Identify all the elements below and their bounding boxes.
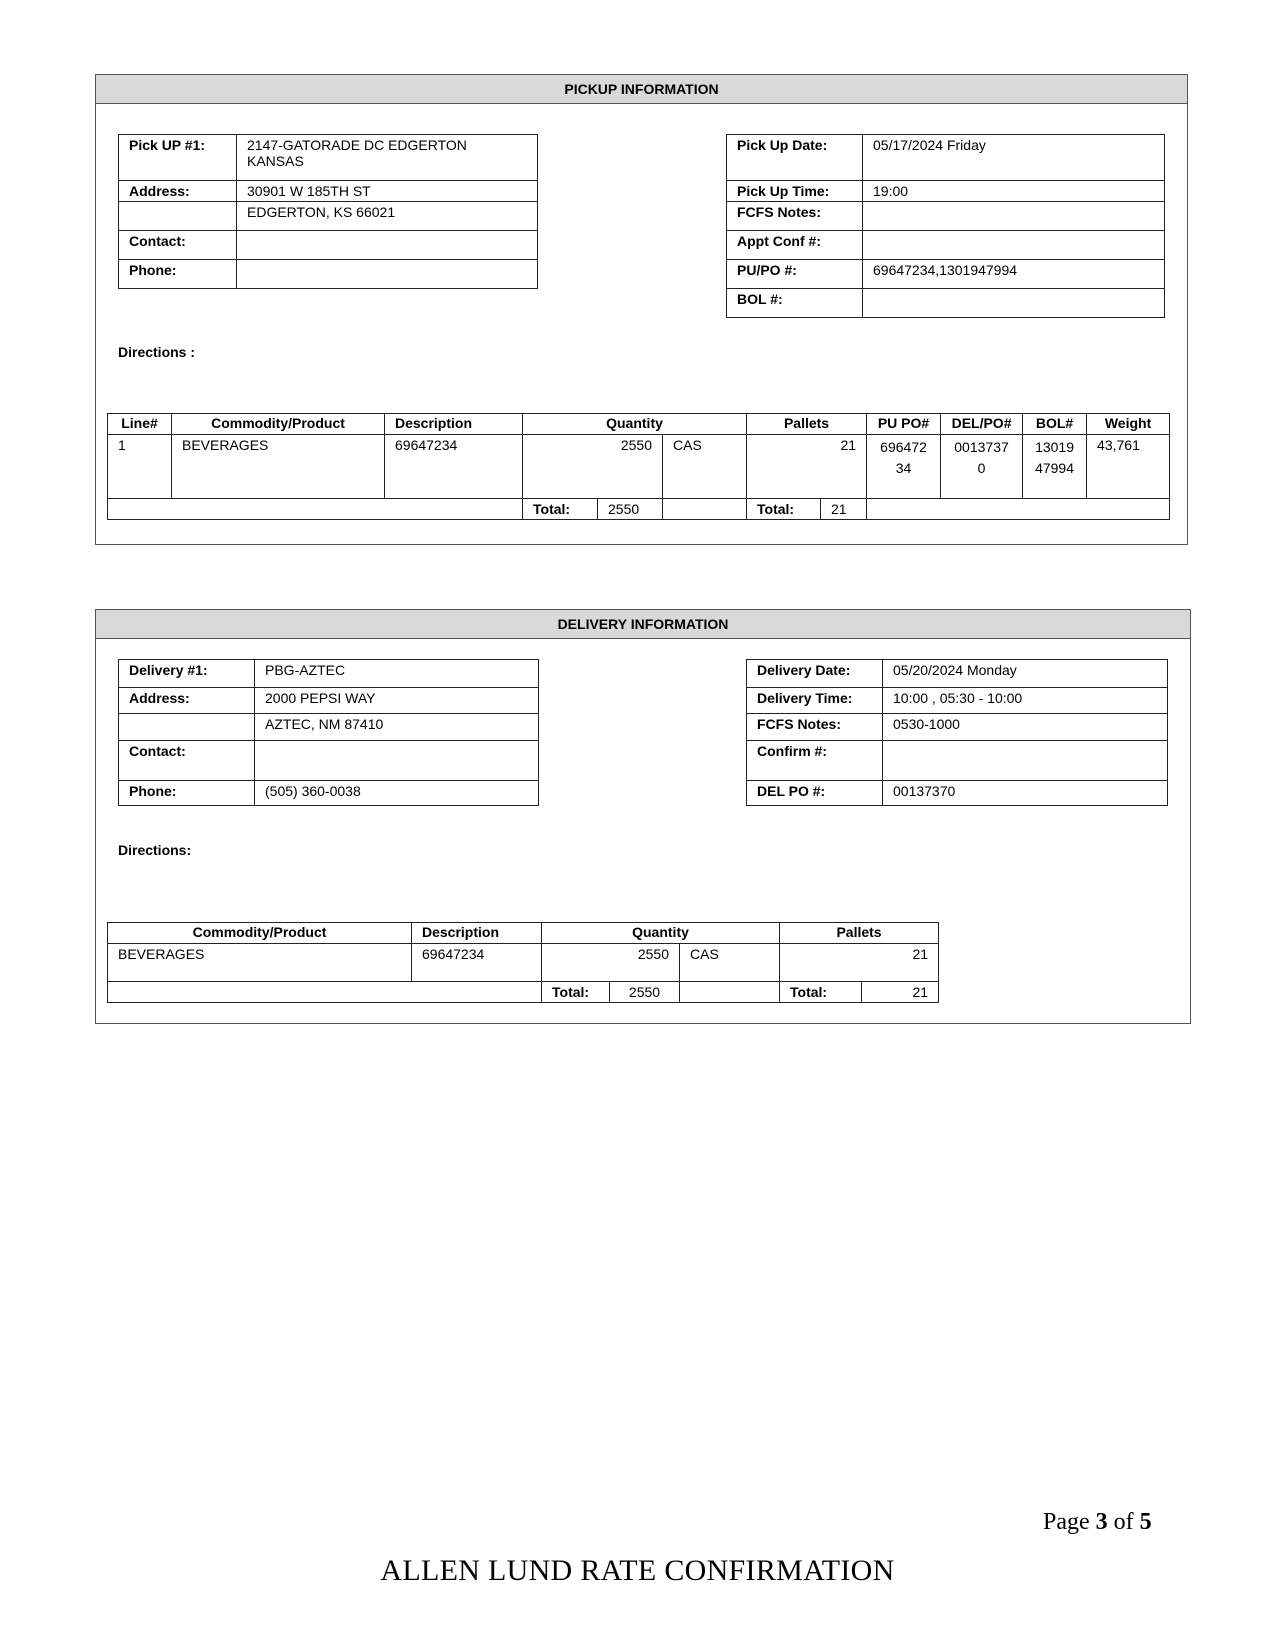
del-qty-total-value: 2550 bbox=[610, 982, 680, 1003]
col-header-pallets: Pallets bbox=[747, 414, 867, 435]
delivery-time-value: 10:00 , 05:30 - 10:00 bbox=[883, 688, 1168, 714]
pickup-fcfs-value bbox=[863, 202, 1165, 231]
page-number-total: 5 bbox=[1139, 1509, 1152, 1535]
delivery-schedule-table bbox=[746, 659, 1168, 806]
delivery-number-value: PBG-AZTEC bbox=[255, 660, 539, 688]
del-row-pallets: 21 bbox=[780, 944, 939, 982]
row-quantity: 2550 bbox=[523, 435, 663, 499]
delivery-phone-label: Phone: bbox=[119, 781, 255, 806]
del-col-header-pallets: Pallets bbox=[780, 923, 939, 944]
pickup-pupo-value: 69647234,1301947994 bbox=[863, 260, 1165, 289]
row-bol bbox=[1023, 435, 1087, 499]
delivery-number-label: Delivery #1: bbox=[119, 660, 255, 688]
pickup-pupo-label: PU/PO #: bbox=[727, 260, 863, 289]
del-qty-total-label: Total: bbox=[542, 982, 610, 1003]
delivery-phone-value: (505) 360-0038 bbox=[255, 781, 539, 806]
pickup-location-table bbox=[118, 134, 538, 289]
delivery-confirm-label: Confirm #: bbox=[747, 741, 883, 781]
page-number-of: of bbox=[1107, 1509, 1140, 1535]
table-row bbox=[108, 435, 1170, 499]
row-del-po bbox=[941, 435, 1023, 499]
delivery-address-line1: 2000 PEPSI WAY bbox=[255, 688, 539, 714]
pallets-total-value: 21 bbox=[821, 499, 867, 520]
qty-total-label: Total: bbox=[523, 499, 598, 520]
row-description: 69647234 bbox=[385, 435, 523, 499]
delivery-commodity-table bbox=[107, 922, 939, 1003]
col-header-del-po: DEL/PO# bbox=[941, 414, 1023, 435]
row-pu-po-line2: 34 bbox=[895, 460, 912, 476]
pickup-directions-label: Directions : bbox=[118, 344, 196, 360]
del-row-description: 69647234 bbox=[412, 944, 542, 982]
pickup-number-label: Pick UP #1: bbox=[119, 135, 237, 181]
totals-trailing-blank bbox=[867, 499, 1170, 520]
document-title: ALLEN LUND RATE CONFIRMATION bbox=[380, 1554, 895, 1587]
row-line: 1 bbox=[108, 435, 172, 499]
del-row-commodity: BEVERAGES bbox=[108, 944, 412, 982]
del-col-header-commodity: Commodity/Product bbox=[108, 923, 412, 944]
delivery-date-value: 05/20/2024 Monday bbox=[883, 660, 1168, 688]
pickup-contact-label: Contact: bbox=[119, 231, 237, 260]
delivery-contact-value bbox=[255, 741, 539, 781]
col-header-pu-po: PU PO# bbox=[867, 414, 941, 435]
row-bol-line1: 13019 bbox=[1035, 439, 1074, 455]
row-del-po-line1: 0013737 bbox=[954, 439, 1009, 455]
pickup-phone-label: Phone: bbox=[119, 260, 237, 289]
col-header-bol: BOL# bbox=[1023, 414, 1087, 435]
row-quantity-unit: CAS bbox=[663, 435, 747, 499]
col-header-line: Line# bbox=[108, 414, 172, 435]
pickup-date-label: Pick Up Date: bbox=[727, 135, 863, 181]
delivery-fcfs-label: FCFS Notes: bbox=[747, 714, 883, 741]
row-pallets: 21 bbox=[747, 435, 867, 499]
row-commodity: BEVERAGES bbox=[172, 435, 385, 499]
pickup-time-label: Pick Up Time: bbox=[727, 181, 863, 202]
page-number-prefix: Page bbox=[1043, 1509, 1096, 1535]
delivery-address-blank bbox=[119, 714, 255, 741]
col-header-weight: Weight bbox=[1087, 414, 1170, 435]
pallets-total-label: Total: bbox=[747, 499, 821, 520]
qty-total-blank bbox=[663, 499, 747, 520]
del-totals-blank bbox=[108, 982, 542, 1003]
pickup-fcfs-label: FCFS Notes: bbox=[727, 202, 863, 231]
table-row bbox=[108, 944, 939, 982]
pickup-contact-value bbox=[237, 231, 538, 260]
delivery-contact-label: Contact: bbox=[119, 741, 255, 781]
del-pallets-total-value: 21 bbox=[862, 982, 939, 1003]
row-del-po-line2: 0 bbox=[977, 460, 986, 476]
row-bol-line2: 47994 bbox=[1035, 460, 1074, 476]
totals-blank bbox=[108, 499, 523, 520]
pickup-address-blank bbox=[119, 202, 237, 231]
pickup-address-label: Address: bbox=[119, 181, 237, 202]
page-number bbox=[1043, 1509, 1152, 1536]
col-header-quantity: Quantity bbox=[523, 414, 747, 435]
pickup-date-value: 05/17/2024 Friday bbox=[863, 135, 1165, 181]
row-pu-po bbox=[867, 435, 941, 499]
del-row-quantity-unit: CAS bbox=[680, 944, 780, 982]
pickup-appt-value bbox=[863, 231, 1165, 260]
delivery-fcfs-value: 0530-1000 bbox=[883, 714, 1168, 741]
col-header-commodity: Commodity/Product bbox=[172, 414, 385, 435]
pickup-appt-label: Appt Conf #: bbox=[727, 231, 863, 260]
row-pu-po-line1: 696472 bbox=[880, 439, 927, 455]
delivery-confirm-value bbox=[883, 741, 1168, 781]
delivery-delpo-value: 00137370 bbox=[883, 781, 1168, 806]
row-weight: 43,761 bbox=[1087, 435, 1170, 499]
page-number-current: 3 bbox=[1095, 1509, 1108, 1535]
pickup-bol-value bbox=[863, 289, 1165, 318]
pickup-time-value: 19:00 bbox=[863, 181, 1165, 202]
delivery-section-title: DELIVERY INFORMATION bbox=[96, 610, 1190, 639]
pickup-bol-label: BOL #: bbox=[727, 289, 863, 318]
pickup-address-line2: EDGERTON, KS 66021 bbox=[237, 202, 538, 231]
delivery-location-table bbox=[118, 659, 539, 806]
del-row-quantity: 2550 bbox=[542, 944, 680, 982]
delivery-date-label: Delivery Date: bbox=[747, 660, 883, 688]
qty-total-value: 2550 bbox=[598, 499, 663, 520]
pickup-schedule-table bbox=[726, 134, 1165, 318]
delivery-delpo-label: DEL PO #: bbox=[747, 781, 883, 806]
pickup-phone-value bbox=[237, 260, 538, 289]
delivery-address-label: Address: bbox=[119, 688, 255, 714]
del-qty-total-blank bbox=[680, 982, 780, 1003]
delivery-time-label: Delivery Time: bbox=[747, 688, 883, 714]
pickup-number-value: 2147-GATORADE DC EDGERTON KANSAS bbox=[237, 135, 538, 181]
pickup-section-title: PICKUP INFORMATION bbox=[96, 75, 1187, 104]
del-col-header-description: Description bbox=[412, 923, 542, 944]
pickup-commodity-table bbox=[107, 413, 1170, 520]
delivery-directions-label: Directions: bbox=[118, 842, 192, 858]
del-col-header-quantity: Quantity bbox=[542, 923, 780, 944]
delivery-address-line2: AZTEC, NM 87410 bbox=[255, 714, 539, 741]
col-header-description: Description bbox=[385, 414, 523, 435]
del-pallets-total-label: Total: bbox=[780, 982, 862, 1003]
pickup-address-line1: 30901 W 185TH ST bbox=[237, 181, 538, 202]
